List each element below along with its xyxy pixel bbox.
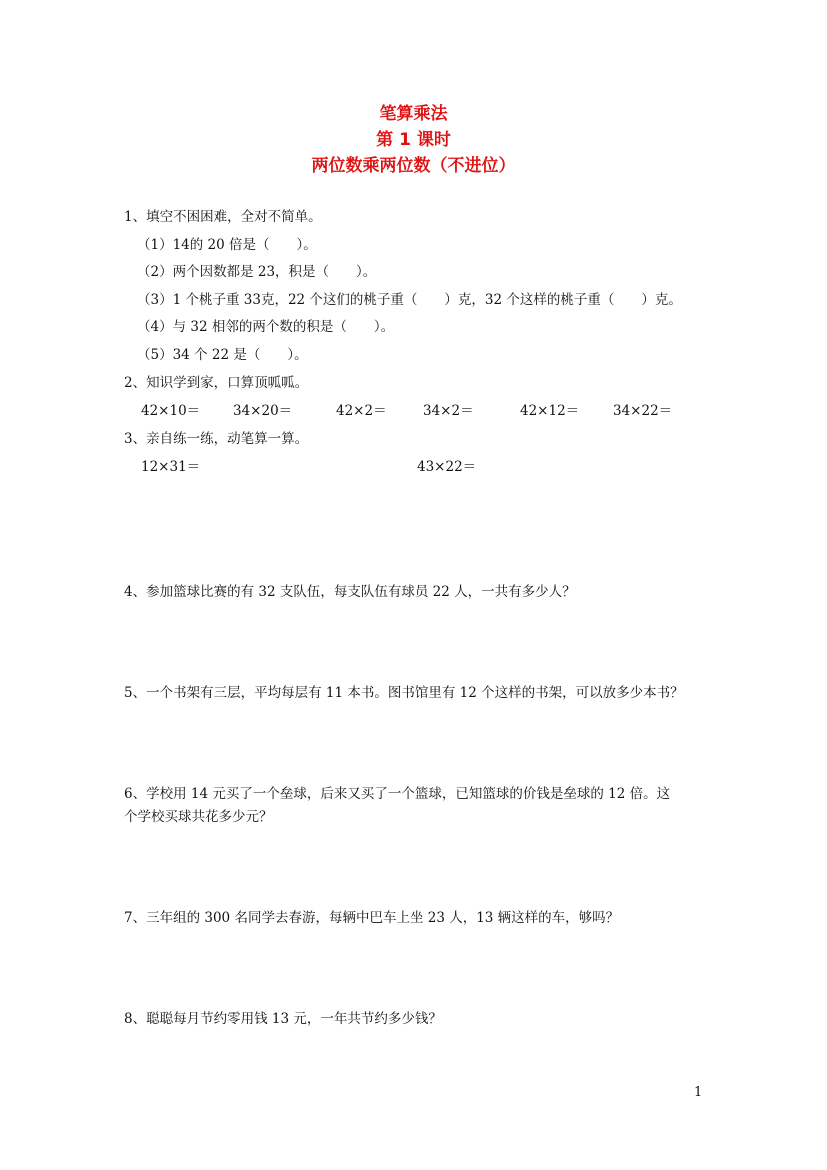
title-line-2: 第 1 课时 <box>376 130 451 150</box>
oral-calc-expression: 42×2＝ <box>336 403 387 419</box>
question-1-item: （2）两个因数都是 23，积是（ ）。 <box>137 264 377 280</box>
page-number: 1 <box>694 1085 703 1100</box>
title-line-1: 笔算乘法 <box>379 104 448 124</box>
oral-calc-expression: 34×20＝ <box>233 403 293 419</box>
question-2-heading: 2、知识学到家，口算顶呱呱。 <box>124 375 309 391</box>
question-7: 7、三年组的 300 名同学去春游，每辆中巴车上坐 23 人，13 辆这样的车，够吗？ <box>124 910 620 926</box>
oral-calc-expression: 34×2＝ <box>423 403 474 419</box>
question-5: 5、一个书架有三层，平均每层有 11 本书。图书馆里有 12 个这样的书架，可以放多少本书？ <box>124 685 684 701</box>
question-1-item: （4）与 32 相邻的两个数的积是（ ）。 <box>137 319 395 335</box>
question-1-item: （1）14的 20 倍是（ ）。 <box>137 237 317 253</box>
oral-calc-expression: 34×22＝ <box>613 403 673 419</box>
question-8: 8、聪聪每月节约零用钱 13 元，一年共节约多少钱？ <box>124 1011 442 1027</box>
written-calc-expression: 12×31＝ <box>141 459 201 475</box>
title-line-3: 两位数乘两位数（不进位） <box>311 156 516 176</box>
question-6-line-2: 个学校买球共花多少元？ <box>124 809 273 825</box>
question-3-heading: 3、亲自练一练，动笔算一算。 <box>124 431 309 447</box>
question-6-line-1: 6、学校用 14 元买了一个垒球，后来又买了一个篮球，已知篮球的价钱是垒球的 12 倍。这 <box>124 786 671 802</box>
oral-calc-expression: 42×10＝ <box>141 403 201 419</box>
question-4: 4、参加篮球比赛的有 32 支队伍，每支队伍有球员 22 人，一共有多少人？ <box>124 584 576 600</box>
question-1-item: （5）34 个 22 是（ ）。 <box>137 347 308 363</box>
written-calc-expression: 43×22＝ <box>417 459 477 475</box>
question-1-heading: 1、填空不困困难，全对不简单。 <box>124 209 322 225</box>
oral-calc-expression: 42×12＝ <box>520 403 580 419</box>
question-1-item: （3）1 个桃子重 33克，22 个这们的桃子重（ ）克，32 个这样的桃子重（ ）克。 <box>137 292 682 308</box>
